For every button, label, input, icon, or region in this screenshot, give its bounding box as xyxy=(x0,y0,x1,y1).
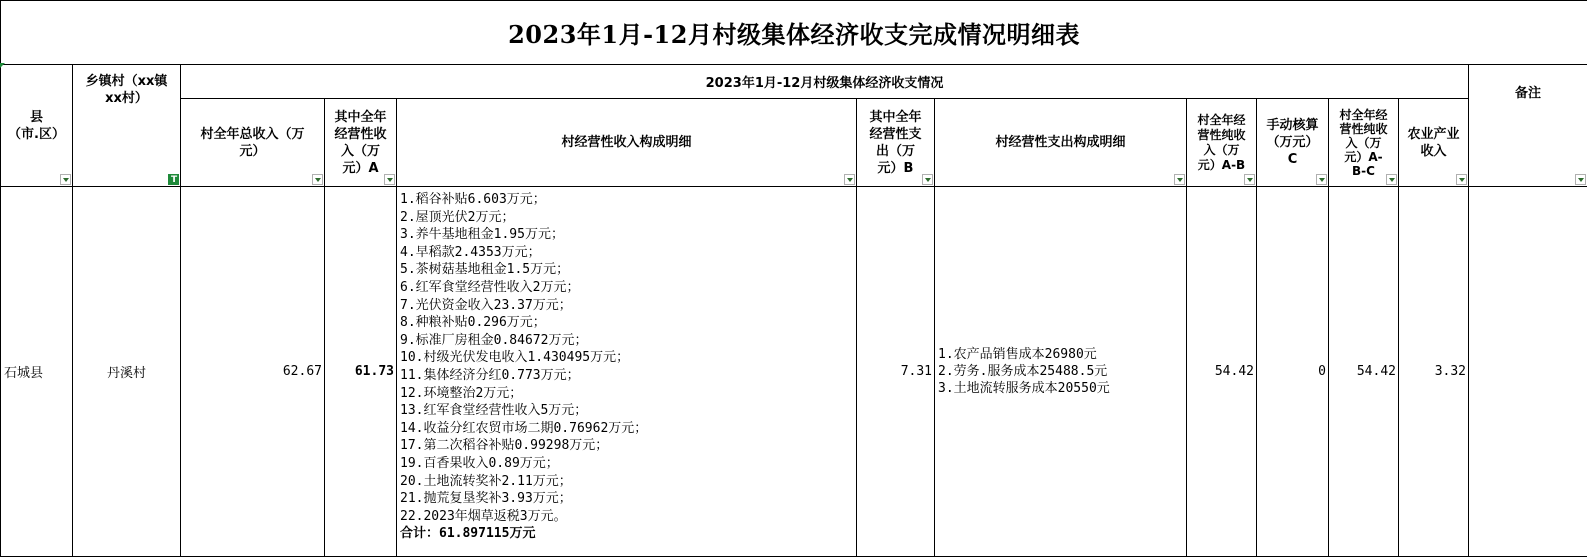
cell-operating-income[interactable]: 61.73 xyxy=(325,187,397,557)
cell-village[interactable]: 丹溪村 xyxy=(73,187,181,557)
income-item: 21.抛荒复垦奖补3.93万元； xyxy=(400,491,572,507)
header-county-label: 县 （市.区） xyxy=(8,109,65,142)
header-remarks-label: 备注 xyxy=(1515,86,1542,101)
dropdown-arrow-icon[interactable] xyxy=(1456,174,1467,185)
income-item: 9.标准厂房租金0.84672万元； xyxy=(400,332,588,348)
income-item: 5.茶树菇基地租金1.5万元； xyxy=(400,262,570,278)
cell-income-detail[interactable] xyxy=(397,187,857,557)
page-title: 2023年1月-12月村级集体经济收支完成情况明细表 xyxy=(1,1,1587,65)
header-county[interactable] xyxy=(1,65,73,187)
cell-remarks[interactable] xyxy=(1469,187,1587,557)
dropdown-arrow-icon[interactable] xyxy=(1316,174,1327,185)
income-item: 3.养牛基地租金1.95万元； xyxy=(400,227,564,243)
income-item: 17.第二次稻谷补贴0.99298万元； xyxy=(400,438,609,454)
header-total-income[interactable] xyxy=(181,99,325,187)
header-village-label: 乡镇村（xx镇 xx村） xyxy=(85,74,168,106)
income-item: 22.2023年烟草返税3万元。 xyxy=(400,508,567,524)
header-expense-detail[interactable] xyxy=(935,99,1187,187)
dropdown-arrow-icon[interactable] xyxy=(1575,174,1586,185)
filter-active-icon[interactable] xyxy=(168,174,179,185)
header-agri-income-label: 农业产业 收入 xyxy=(1407,126,1460,159)
cell-agri-income[interactable]: 3.32 xyxy=(1399,187,1469,557)
expense-item: 1.农产品销售成本26980元 xyxy=(938,347,1097,362)
header-manual-calc-label: 手动核算 （万元） C xyxy=(1266,118,1319,167)
income-item: 13.红军食堂经营性收入5万元； xyxy=(400,403,588,419)
header-operating-income-label: 其中全年 经营性收 入（万 元）A xyxy=(334,109,387,176)
income-item: 10.村级光伏发电收入1.430495万元； xyxy=(400,350,630,366)
income-item: 19.百香果收入0.89万元； xyxy=(400,455,559,471)
income-item-list xyxy=(400,191,856,525)
header-agri-income[interactable] xyxy=(1399,99,1469,187)
income-item: 8.种粮补贴0.296万元； xyxy=(400,315,546,331)
expense-item: 3.土地流转服务成本20550元 xyxy=(938,381,1110,396)
header-operating-expense[interactable] xyxy=(857,99,935,187)
header-operating-income[interactable] xyxy=(325,99,397,187)
dropdown-arrow-icon[interactable] xyxy=(1386,174,1397,185)
cell-county[interactable]: 石城县 xyxy=(1,187,73,557)
header-income-detail[interactable] xyxy=(397,99,857,187)
income-item: 14.收益分红农贸市场二期0.76962万元； xyxy=(400,420,648,436)
cell-operating-expense[interactable]: 7.31 xyxy=(857,187,935,557)
cell-total-income[interactable]: 62.67 xyxy=(181,187,325,557)
cell-net-income[interactable]: 54.42 xyxy=(1187,187,1257,557)
header-expense-detail-label: 村经营性支出构成明细 xyxy=(995,135,1126,150)
header-remarks[interactable] xyxy=(1469,65,1587,187)
header-manual-calc[interactable] xyxy=(1257,99,1329,187)
header-income-detail-label: 村经营性收入构成明细 xyxy=(561,135,692,150)
dropdown-arrow-icon[interactable] xyxy=(844,174,855,185)
dropdown-arrow-icon[interactable] xyxy=(60,174,71,185)
dropdown-arrow-icon[interactable] xyxy=(312,174,323,185)
income-item: 20.土地流转奖补2.11万元； xyxy=(400,473,572,489)
expense-item-list xyxy=(938,346,1186,397)
cell-expense-detail[interactable] xyxy=(935,187,1187,557)
income-item: 2.屋顶光伏2万元； xyxy=(400,209,515,225)
expense-item: 2.劳务.服务成本25488.5元 xyxy=(938,364,1108,379)
header-total-income-label: 村全年总收入（万 元） xyxy=(200,126,305,159)
header-net-income-c[interactable] xyxy=(1329,99,1399,187)
cell-net-income-c[interactable]: 54.42 xyxy=(1329,187,1399,557)
income-item: 4.早稻款2.4353万元； xyxy=(400,244,541,260)
dropdown-arrow-icon[interactable] xyxy=(1174,174,1185,185)
income-item: 1.稻谷补贴6.603万元； xyxy=(400,192,546,207)
dropdown-arrow-icon[interactable] xyxy=(384,174,395,185)
header-net-income-c-label: 村全年经 营性纯收 入（万 元）A- B-C xyxy=(1339,107,1388,178)
header-net-income[interactable] xyxy=(1187,99,1257,187)
dropdown-arrow-icon[interactable] xyxy=(922,174,933,185)
header-village[interactable] xyxy=(73,65,181,187)
group-header: 2023年1月-12月村级集体经济收支情况 xyxy=(181,65,1469,99)
income-total: 合计：61.897115万元 xyxy=(400,526,536,542)
header-net-income-label: 村全年经 营性纯收 入（万 元）A-B xyxy=(1197,112,1246,172)
cell-manual-calc[interactable]: 0 xyxy=(1257,187,1329,557)
header-operating-expense-label: 其中全年 经营性支 出（万 元）B xyxy=(869,109,922,176)
income-item: 7.光伏资金收入23.37万元； xyxy=(400,297,572,313)
dropdown-arrow-icon[interactable] xyxy=(1244,174,1255,185)
income-item: 11.集体经济分红0.773万元； xyxy=(400,367,580,383)
table-row xyxy=(1,187,1587,557)
income-item: 12.环境整治2万元； xyxy=(400,385,523,401)
income-item: 6.红军食堂经营性收入2万元； xyxy=(400,279,580,295)
